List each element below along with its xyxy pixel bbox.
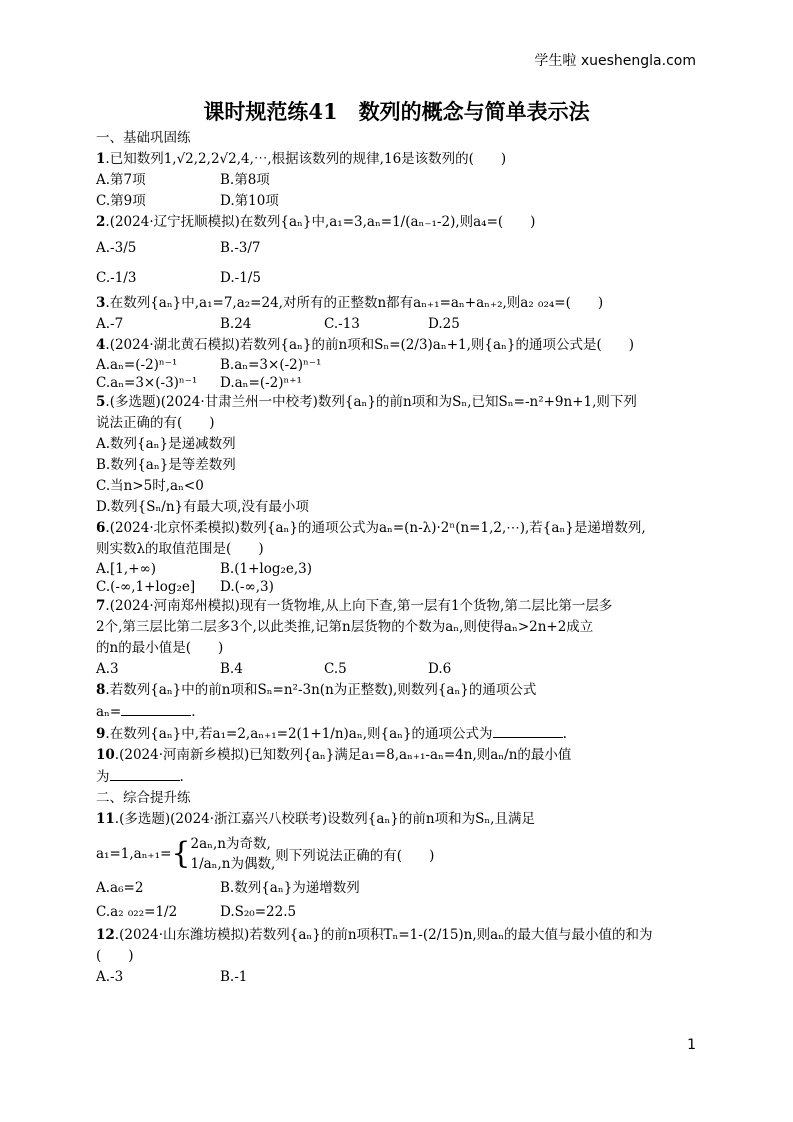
question-8 [96,680,698,701]
question-10 [96,745,698,766]
question-number: 4 [96,337,106,353]
question-number: 9 [96,726,106,742]
option-b: B.4 [220,661,243,677]
question-text-continued [96,766,698,788]
question-1 [96,149,698,170]
question-number: 3 [96,295,106,311]
question-text-continued: 则实数λ的取值范围是( ) [96,541,264,557]
question-7 [96,596,698,617]
question-text: .(2024·山东潍坊模拟)若数列{aₙ}的前n项积Tₙ=1-(2/15)n,则aₙ的最大值与最小值的和为 [114,927,653,943]
option-d: D.aₙ=(-2)ⁿ⁺¹ [220,375,302,391]
option-b: B.-3/7 [220,240,261,256]
answer-prefix: aₙ= [96,704,122,720]
options-row [96,170,698,191]
option-b: B.数列{aₙ}为递增数列 [220,880,360,896]
option-a: A.-3 [96,969,124,985]
options-row [96,578,698,596]
brace-icon: { [171,836,191,871]
answer-prefix: 为 [96,769,110,785]
answer-blank[interactable] [110,766,180,781]
option-b: B.第8项 [220,172,270,188]
question-text: .(多选题)(2024·甘肃兰州一中校考)数列{aₙ}的前n项和为Sₙ,已知Sₙ=-n²+9n+1,则下列 [105,394,637,410]
options-row [96,878,698,899]
question-text: .(2024·河南新乡模拟)已知数列{aₙ}满足a₁=8,aₙ₊₁-aₙ=4n,则aₙ/n的最小值 [114,747,572,763]
option-b: B.-1 [220,969,248,985]
options-row [96,374,698,392]
options-row [96,263,698,293]
section-heading-basic: 一、基础巩固练 [96,130,191,146]
option-c: C.aₙ=3×(-3)ⁿ⁻¹ [96,375,198,391]
question-text: .若数列{aₙ}中的前n项和Sₙ=n²-3n(n为正整数),则数列{aₙ}的通项公式 [105,682,537,698]
option-a: A.数列{aₙ}是递减数列 [96,436,236,452]
option-d: D.数列{Sₙ/n}有最大项,没有最小项 [96,499,309,515]
options-row [96,356,698,374]
question-number: 6 [96,520,106,536]
case-odd: 2aₙ,n为奇数, [190,836,271,852]
question-11 [96,809,698,830]
option-d: D.-1/5 [220,270,261,286]
option-c: C.当n>5时,aₙ<0 [96,478,204,494]
answer-blank[interactable] [121,701,191,716]
question-number: 11 [96,811,115,827]
answer-blank[interactable] [493,723,563,738]
piecewise-definition [96,830,698,878]
question-number: 12 [96,927,115,943]
page-title: 课时规范练41 数列的概念与简单表示法 [203,99,590,124]
option-d: D.S₂₀=22.5 [220,904,297,920]
question-text: .(2024·辽宁抚顺模拟)在数列{aₙ}中,a₁=3,aₙ=1/(aₙ₋₁-2),则a₄=( ) [105,214,536,230]
option-b: B.数列{aₙ}是等差数列 [96,457,236,473]
option-d: D.6 [428,661,452,677]
question-text: .(2024·湖北黄石模拟)若数列{aₙ}的前n项和Sₙ=(2/3)aₙ+1,则{aₙ}的通项公式是( ) [105,337,634,353]
option-c: C.5 [324,661,347,677]
question-5 [96,392,698,413]
question-9 [96,723,698,745]
option-b: B.24 [220,316,252,332]
option-d: D.第10项 [220,193,279,209]
option-a: A.第7项 [96,172,146,188]
option-a: A.aₙ=(-2)ⁿ⁻¹ [96,357,178,373]
option-c: C.第9项 [96,193,146,209]
option-a: A.a₆=2 [96,880,144,896]
question-number: 8 [96,682,106,698]
sentence-end: . [191,704,196,720]
piecewise-lead: a₁=1,aₙ₊₁= [96,846,172,862]
option-c: C.(-∞,1+log₂e] [96,579,196,595]
options-row [96,560,698,578]
options-row [96,659,698,680]
question-number: 5 [96,394,106,410]
question-12 [96,925,698,946]
case-even: 1/aₙ,n为偶数, [190,856,276,872]
option-a: A.3 [96,661,119,677]
options-row [96,967,698,988]
option-c: C.-13 [324,316,360,332]
question-2 [96,212,698,233]
question-text-continued: 说法正确的有( ) [96,415,215,431]
option-a: A.-7 [96,316,124,332]
option-d: D.25 [428,316,460,332]
question-text-continued: 的n的最小值是( ) [96,640,224,656]
page-number: 1 [687,1037,696,1053]
sentence-end: . [179,769,184,785]
question-text-continued: ( ) [96,948,134,964]
option-c: C.-1/3 [96,270,137,286]
option-c: C.a₂ ₀₂₂=1/2 [96,904,178,920]
sentence-end: . [562,726,567,742]
option-b: B.(1+log₂e,3) [220,561,313,577]
exercise-content [96,128,698,988]
option-a: A.[1,+∞) [96,561,157,577]
options-row [96,899,698,925]
options-row [96,191,698,212]
question-6 [96,518,698,539]
question-text: .(多选题)(2024·浙江嘉兴八校联考)设数列{aₙ}的前n项和为Sₙ,且满足 [114,811,535,827]
question-3 [96,293,698,314]
options-row [96,314,698,335]
question-number: 7 [96,598,106,614]
question-text: .(2024·河南郑州模拟)现有一货物堆,从上向下查,第一层有1个货物,第二层比第一层多 [105,598,613,614]
question-text: .在数列{aₙ}中,a₁=7,a₂=24,对所有的正整数n都有aₙ₊₁=aₙ+aₙ₊₂,则a₂ ₀₂₄=( ) [105,295,604,311]
option-a: A.-3/5 [96,240,137,256]
option-b: B.aₙ=3×(-2)ⁿ⁻¹ [220,357,322,373]
question-text: .(2024·北京怀柔模拟)数列{aₙ}的通项公式为aₙ=(n-λ)·2ⁿ(n=1,2,⋯),若{aₙ}是递增数列, [105,520,646,536]
site-watermark: 学生啦 xueshengla.com [534,53,696,69]
question-text: .在数列{aₙ}中,若a₁=2,aₙ₊₁=2(1+1/n)aₙ,则{aₙ}的通项公式为 [105,726,493,742]
option-d: D.(-∞,3) [220,579,274,595]
section-heading-advanced: 二、综合提升练 [96,790,191,806]
question-text-continued: 2个,第三层比第二层多3个,以此类推,记第n层货物的个数为aₙ,则使得aₙ>2n+2成立 [96,619,594,635]
question-number: 10 [96,747,115,763]
question-4 [96,335,698,356]
piecewise-cases [190,834,275,874]
options-row [96,233,698,263]
question-tail: 则下列说法正确的有( ) [275,848,435,864]
question-text-continued [96,701,698,723]
question-text: .已知数列1,√2,2,2√2,4,⋯,根据该数列的规律,16是该数列的( ) [105,151,507,167]
question-number: 1 [96,151,106,167]
question-number: 2 [96,214,106,230]
